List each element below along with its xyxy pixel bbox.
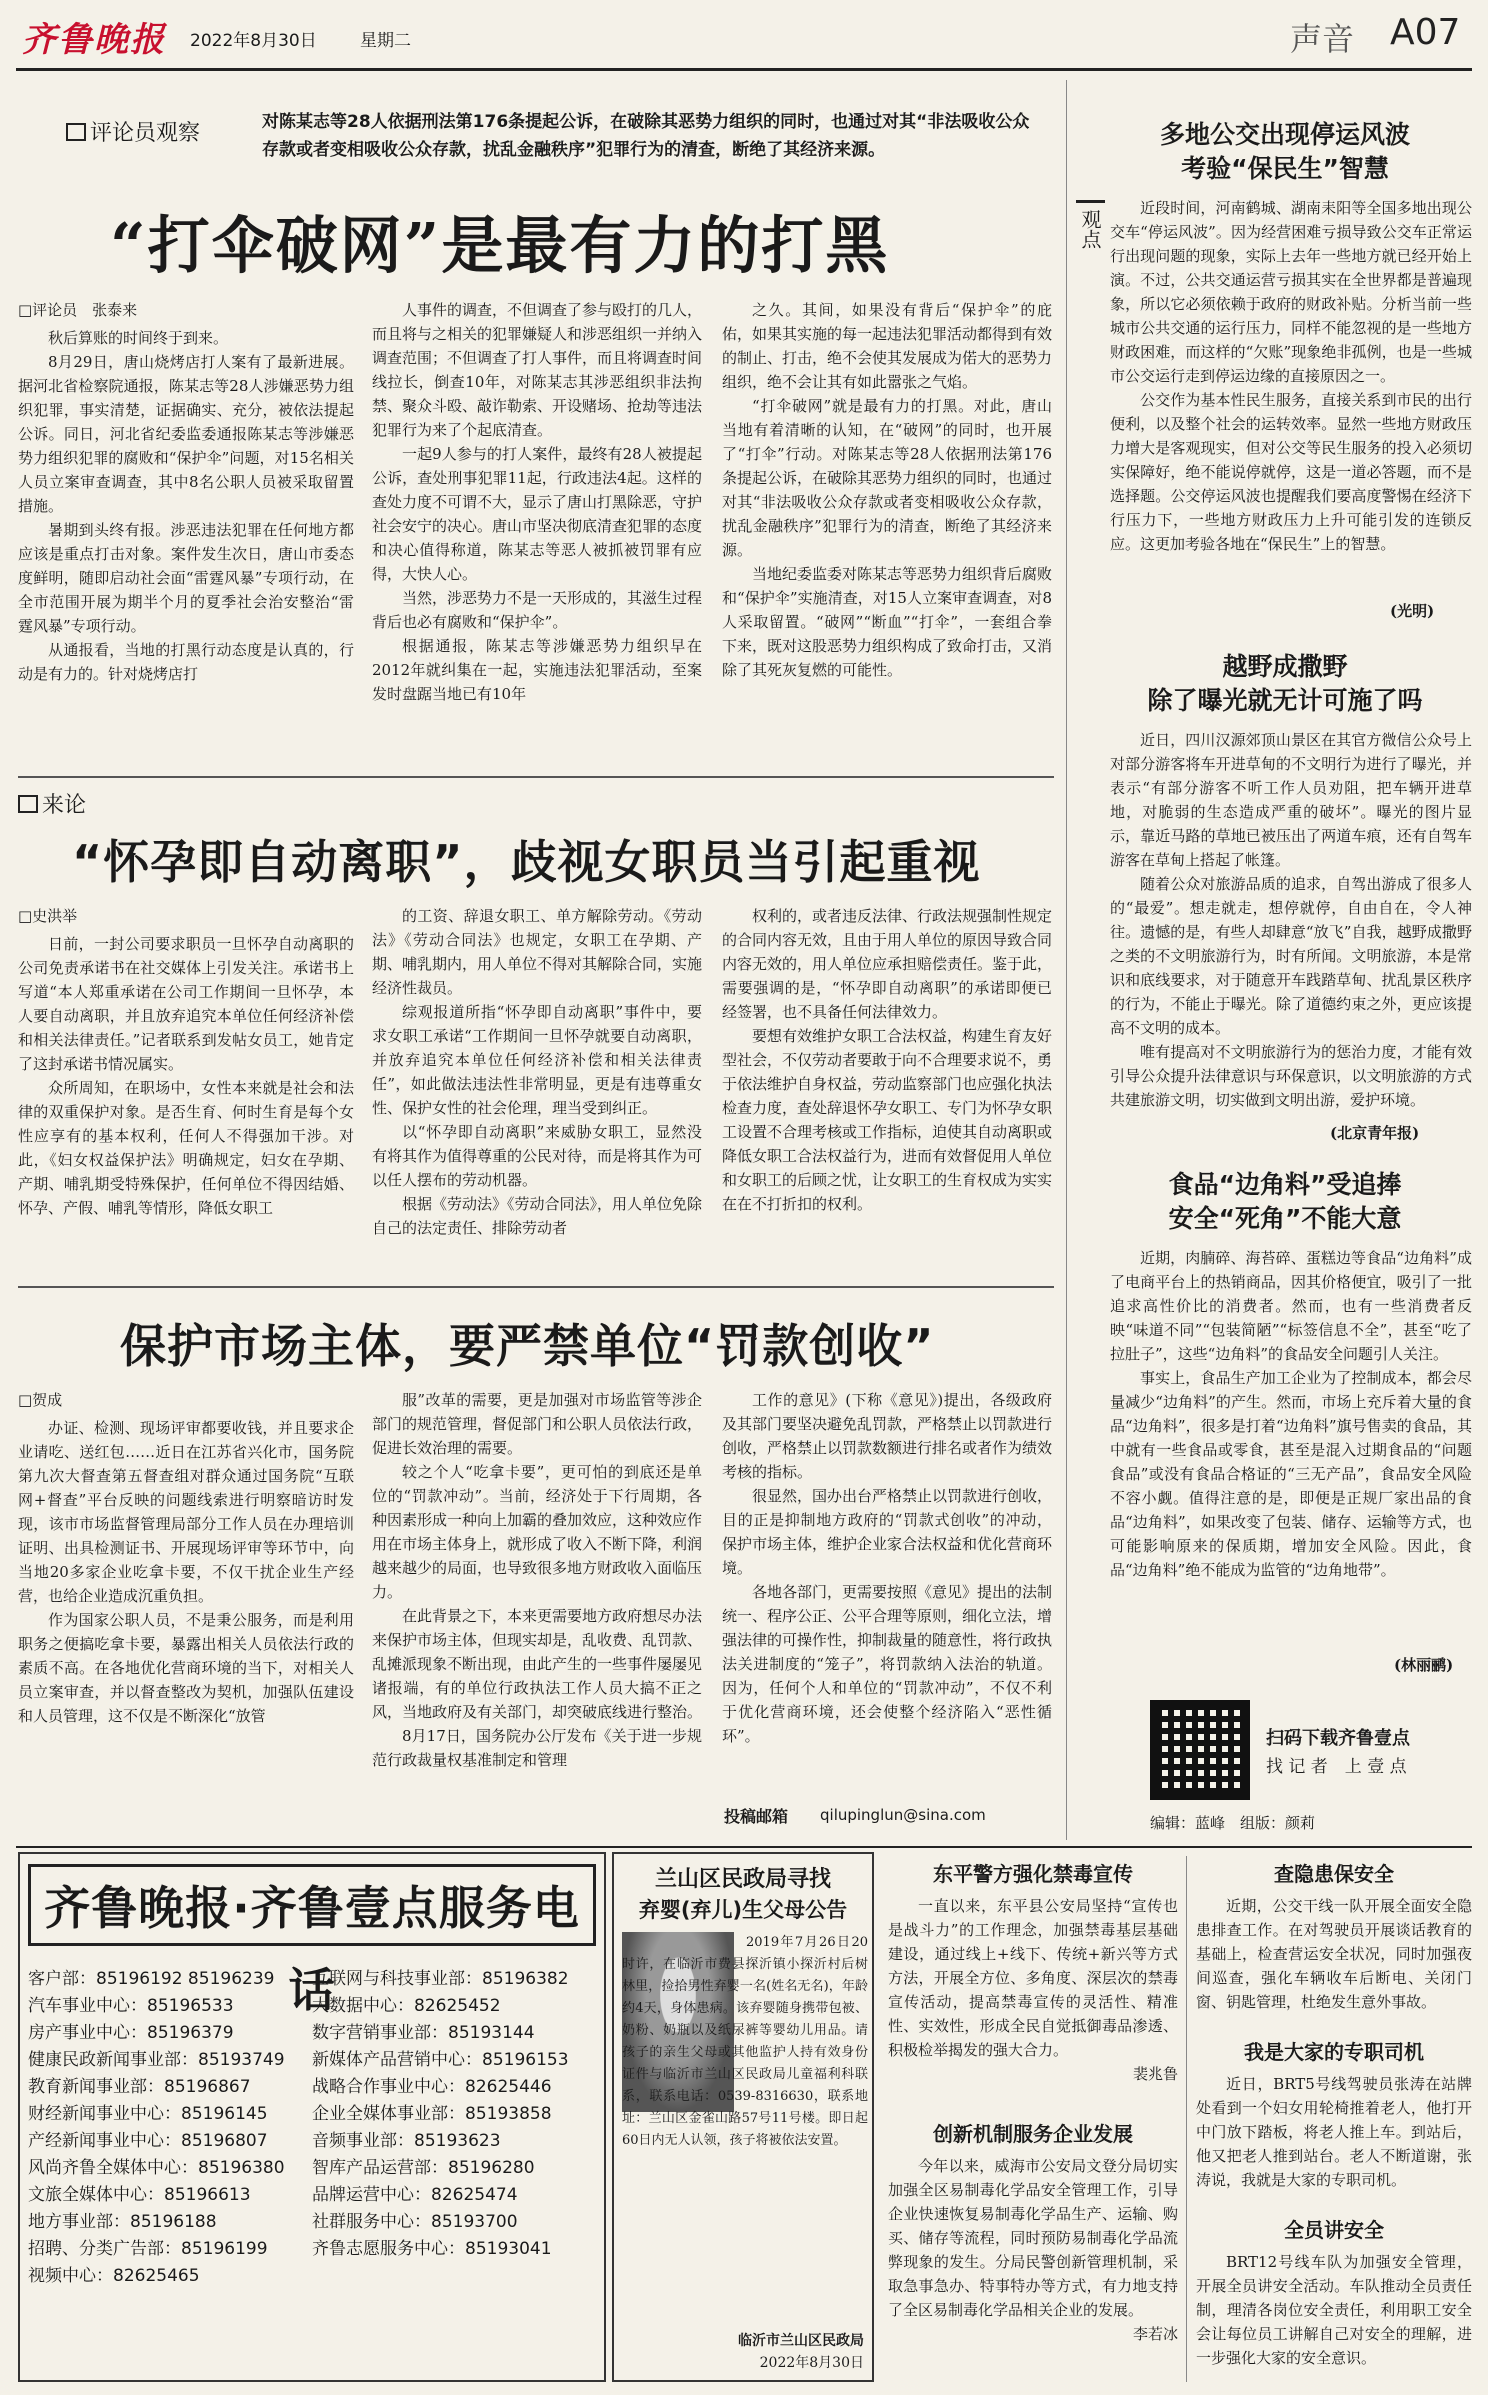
sidebar-a2-title-line2: 除了曝光就无计可施了吗 (1147, 686, 1423, 715)
phone-entry: 智库产品运营部：85196280 (312, 2158, 535, 2178)
brief-2-author: 李若冰 (1132, 2325, 1178, 2343)
divider (18, 776, 1054, 778)
qr-code-icon[interactable] (1150, 1700, 1250, 1800)
bottom-rule (16, 1846, 1472, 1848)
paragraph: 众所周知，在职场中，女性本来就是社会和法律的双重保护对象。是否生育、何时生育是每个女性应享有的基本权利，任何人不得强加干涉。对此，《妇女权益保护法》明确规定，妇女在孕期、产期、哺乳期受特殊保护，任何单位不得因结婚、怀孕、产假、哺乳等情形，降低女职工 (18, 1079, 354, 1217)
paragraph: 唯有提高对不文明旅游行为的惩治力度，才能有效引导公众提升法律意识与环保意识，以文明旅游的方式共建旅游文明，切实做到文明出游，爱护环境。 (1110, 1043, 1472, 1109)
paragraph: 要想有效维护女职工合法权益，构建生育友好型社会，不仅劳动者要敢于向不合理要求说不，勇于依法维护自身权益，劳动监察部门也应强化执法检查力度，查处辞退怀孕女职工、专门为怀孕女职工设置不合理考核或工作指标，迫使其自动离职或降低女职工合法权益行为，进而有效督促用人单位和女职工的后顾之忧，让女职工的生育权成为实实在在不打折扣的权利。 (722, 1027, 1052, 1213)
phone-entry: 地方事业部：85196188 (28, 2212, 217, 2232)
paragraph: 暑期到头终有报。涉恶违法犯罪在任何地方都应该是重点打击对象。案件发生次日，唐山市委态度鲜明，随即启动社会面“雷霆风暴”专项行动，在全市范围开展为期半个月的夏季社会治安整治“雷霆风暴”专项行动。 (18, 521, 354, 635)
phone-entry: 企业全媒体事业部：85193858 (312, 2104, 552, 2124)
phone-entry: 健康民政新闻事业部：85193749 (28, 2050, 285, 2070)
phone-entry: 战略合作事业中心：82625446 (312, 2077, 552, 2097)
phone-entry: 音频事业部：85193623 (312, 2131, 501, 2151)
notice-date: 2022年8月30日 (759, 2355, 864, 2371)
notice-signer: 临沂市兰山区民政局 (738, 2333, 864, 2349)
divider (1186, 1856, 1187, 2382)
paragraph: 近期，肉腩碎、海苔碎、蛋糕边等食品“边角料”成了电商平台上的热销商品，因其价格便宜，吸引了一批追求高性价比的消费者。然而，也有一些消费者反映“味道不同”“包装简陋”“标签信息不全”，甚至“吃了拉肚子”，这些“边角料”的食品安全问题引人关注。 (1110, 1249, 1472, 1363)
service-phones-title: 齐鲁晚报·齐鲁壹点服务电话 (28, 1864, 596, 1946)
issue-weekday: 星期二 (360, 31, 411, 51)
paragraph: 从通报看，当地的打黑行动态度是认真的，行动是有力的。针对烧烤店打 (18, 641, 354, 683)
paragraph: 随着公众对旅游品质的追求，自驾出游成了很多人的“最爱”。想走就走，想停就停，自由自在，令人神往。遗憾的是，有些人却肆意“放飞”自我，越野成撒野之类的不文明旅游行为，时有所闻。文明旅游，本是常识和底线要求，对于随意开车践踏草甸、扰乱景区秩序的行为，不能止于曝光。除了道德约束之外，更应该提高不文明的成本。 (1110, 875, 1472, 1037)
paragraph: 工作的意见》(下称《意见》)提出，各级政府及其部门要坚决避免乱罚款，严格禁止以罚款进行创收，严格禁止以罚款数额进行排名或者作为绩效考核的指标。 (722, 1391, 1052, 1481)
phone-entry: 文旅全媒体中心：85196613 (28, 2185, 251, 2205)
low-headline: 保护市场主体，要严禁单位“罚款创收” (120, 1319, 935, 1373)
paragraph: 服”改革的需要，更是加强对市场监管等涉企部门的规范管理，督促部门和公职人员依法行政，促进长效治理的需要。 (372, 1391, 702, 1457)
brief-5-body: BRT12号线车队为加强安全管理，开展全员讲安全活动。车队推动全员责任制，理清各岗位安全责任，利用职工安全会让每位员工讲解自己对安全的理解，进一步强化大家的安全意识。 (1196, 2253, 1472, 2367)
section-name: 声音 (1290, 20, 1355, 58)
phone-entry: 房产事业中心：85196379 (28, 2023, 234, 2043)
sidebar-a1-source: (光明) (1390, 602, 1435, 620)
phone-entry: 汽车事业中心：85196533 (28, 1996, 234, 2016)
sidebar-a2-title-line1: 越野成撒野 (1222, 652, 1348, 681)
notice-title-1: 兰山区民政局寻找 (654, 1867, 831, 1892)
phone-entry: 视频中心：82625465 (28, 2266, 200, 2286)
phone-entry: 大数据中心：82625452 (312, 1996, 501, 2016)
paragraph: 权利的，或者违反法律、行政法规强制性规定的合同内容无效，且由于用人单位的原因导致合同内容无效的，用人单位应承担赔偿责任。鉴于此，需要强调的是，“怀孕即自动离职”的承诺即便已经签署，也不具备任何法律效力。 (722, 907, 1052, 1021)
top-col-1 (18, 298, 354, 768)
sidebar-a3-source: (林丽鹂) (1394, 1656, 1454, 1674)
paragraph: “打伞破网”就是最有力的打黑。对此，唐山当地有着清晰的认知，在“破网”的同时，也开展了“打伞”行动。对陈某志等28人依据刑法第176条提起公诉，在破除其恶势力组织的同时，也通过对其“非法吸收公众存款或者变相吸收公众存款，扰乱金融秩序”犯罪行为的清查，断绝了其经济来源。 (722, 397, 1052, 559)
phone-entry: 招聘、分类广告部：85196199 (28, 2239, 268, 2259)
notice-title-2: 弃婴(弃儿)生父母公告 (638, 1898, 848, 1922)
sidebar-a1-title (1100, 118, 1470, 186)
phone-entry: 教育新闻事业部：85196867 (28, 2077, 251, 2097)
paragraph: 8月17日，国务院办公厅发布《关于进一步规范行政裁量权基准制定和管理 (372, 1727, 702, 1769)
paragraph: 秋后算账的时间终于到来。 (48, 329, 229, 347)
top-byline: □评论员 张泰来 (18, 301, 138, 319)
issue-date: 2022年8月30日 (190, 31, 317, 51)
phone-entry: 数字营销事业部：85193144 (312, 2023, 535, 2043)
paragraph: 公交作为基本性民生服务，直接关系到市民的出行便利，以及整个社会的运转效率。显然一些地方财政压力增大是客观现实，但对公交等民生服务的投入必须切实保障好，绝不能说停就停，这是一道必答题，而不是选择题。公交停运风波也提醒我们要高度警惕在经济下行压力下，一些地方财政压力上升可能引发的连锁反应。这更加考验各地在“保民生”上的智慧。 (1110, 391, 1472, 553)
sidebar-a3-title (1100, 1168, 1470, 1236)
tag-guest: 来论 (18, 788, 86, 819)
brief-4-title: 我是大家的专职司机 (1244, 2040, 1424, 2064)
brief-3-title: 查隐患保安全 (1274, 1862, 1394, 1886)
notice-body: 2019年7月26日20时许，在临沂市费县探沂镇小探沂村后树林里，捡拾男性弃婴一名(姓名无名)，年龄约4天，身体患病。该弃婴随身携带包被、奶粉、奶瓶以及纸尿裤等婴幼儿用品。请孩子的亲生父母或其他监护人持有效身份证件与临沂市兰山区民政局儿童福利科联系，联系电话：0539-8316630，联系地址：兰山区金雀山路57号11号楼。即日起60日内无人认领，孩子将被依法安置。 (622, 1935, 868, 2148)
brief-1-body: 一直以来，东平县公安局坚持“宣传也是战斗力”的工作理念，加强禁毒基层基础建设，通过线上+线下、传统+新兴等方式方法，开展全方位、多角度、深层次的禁毒宣传活动，提高禁毒宣传的灵活性、精准性、实效性，形成全民自觉抵御毒品渗透、积极检举揭发的强大合力。 (888, 1897, 1178, 2059)
phone-entry: 品牌运营中心：82625474 (312, 2185, 518, 2205)
sidebar-a2-body (1110, 728, 1472, 1168)
mid-col-3 (722, 904, 1052, 1278)
brief-2 (888, 2118, 1178, 2382)
sidebar-divider (1066, 80, 1067, 1840)
paragraph: 各地各部门，更需要按照《意见》提出的法制统一、程序公正、公平合理等原则，细化立法，增强法律的可操作性，抑制裁量的随意性，将行政执法关进制度的“笼子”，将罚款纳入法治的轨道。因为，任何个人和单位的“罚款冲动”，不仅不利于优化营商环境，还会使整个经济陷入“恶性循环”。 (722, 1583, 1052, 1745)
paragraph: 综观报道所指“怀孕即自动离职”事件中，要求女职工承诺“工作期间一旦怀孕就要自动离职，并放弃追究本单位任何经济补偿和相关法律责任”，如此做法违法性非常明显，更是有违尊重女性、保护女性的社会伦理，理当受到纠正。 (372, 1003, 702, 1117)
phone-entry: 财经新闻事业中心：85196145 (28, 2104, 268, 2124)
mid-byline: □史洪举 (18, 907, 78, 925)
paragraph: 作为国家公职人员，不是秉公服务，而是利用职务之便搞吃拿卡要，暴露出相关人员依法行政的素质不高。在各地优化营商环境的当下，对相关人员立案审查，并以督查整改为契机，加强队伍建设和人员管理，这不仅是不断深化“放管 (18, 1611, 354, 1725)
low-col-1 (18, 1388, 354, 1838)
submission-email[interactable]: qilupinglun@sina.com (820, 1806, 986, 1824)
phones-left-list (28, 1966, 285, 2290)
phone-entry: 齐鲁志愿服务中心：85193041 (312, 2239, 552, 2259)
top-col-2 (372, 298, 702, 768)
qr-caption-1: 扫码下载齐鲁壹点 (1266, 1728, 1410, 1749)
sidebar-a2-source: (北京青年报) (1330, 1124, 1420, 1142)
paragraph: 较之个人“吃拿卡要”，更可怕的到底还是单位的“罚款冲动”。当前，经济处于下行周期，各种因素形成一种向上加霸的叠加效应，这种效应作用在市场主体身上，就形成了收入不断下降，利润越来越少的局面，也导致很多地方财政收入面临压力。 (372, 1463, 702, 1601)
paragraph: 当地纪委监委对陈某志等恶势力组织背后腐败和“保护伞”实施清查，对15人立案审查调查，对8人采取留置。“破网”“断血”“打伞”，一套组合拳下来，既对这股恶势力组织构成了致命打击，又消除了其死灰复燃的可能性。 (722, 565, 1052, 679)
paragraph: 当然，涉恶势力不是一天形成的，其滋生过程背后也必有腐败和“保护伞”。 (372, 589, 702, 631)
paragraph: 近日，四川汉源郊顶山景区在其官方微信公众号上对部分游客将车开进草甸的不文明行为进行了曝光，并表示“有部分游客不听工作人员劝阻，把车辆开进草地，对脆弱的生态造成严重的破坏”。曝光的图片显示，靠近马路的草地已被压出了两道车痕，还有自驾车游客在草甸上搭起了帐篷。 (1110, 731, 1472, 869)
low-col-2 (372, 1388, 702, 1838)
brief-1 (888, 1858, 1178, 2108)
paragraph: 的工资、辞退女职工、单方解除劳动。《劳动法》《劳动合同法》也规定，女职工在孕期、产期、哺乳期内，用人单位不得对其解除合同，实施经济性裁员。 (372, 907, 702, 997)
low-byline: □贺成 (18, 1391, 63, 1409)
top-summary: 对陈某志等28人依据刑法第176条提起公诉，在破除其恶势力组织的同时，也通过对其“非法吸收公众存款或者变相吸收公众存款，扰乱金融秩序”犯罪行为的清查，断绝了其经济来源。 (262, 112, 1030, 160)
low-col-3 (722, 1388, 1052, 1798)
phone-entry: 互联网与科技事业部：85196382 (312, 1969, 569, 1989)
paragraph: 之久。其间，如果没有背后“保护伞”的庇佑，如果其实施的每一起违法犯罪活动都得到有效的制止、打击，绝不会使其发展成为偌大的恶势力组织，绝不会让其有如此嚣张之气焰。 (722, 301, 1052, 391)
brief-1-author: 裴兆鲁 (1132, 2065, 1178, 2083)
sidebar-a2-title (1100, 650, 1470, 718)
brief-4-body: 近日，BRT5号线驾驶员张涛在站牌处看到一个妇女用轮椅推着老人，他打开中门放下踏板，将老人推上车。到站后，他又把老人推到站台。老人不断道谢，张涛说，我就是大家的专职司机。 (1196, 2075, 1472, 2189)
brief-4 (1196, 2036, 1472, 2206)
phone-entry: 客户部：85196192 85196239 (28, 1969, 275, 1989)
paragraph: 办证、检测、现场评审都要收钱，并且要求企业请吃、送红包……近日在江苏省兴化市，国务院第九次大督查第五督查组对群众通过国务院“互联网+督查”平台反映的问题线索进行明察暗访时发现，该市市场监督管理局部分工作人员在办理培训证明、出具检测证书、开展现场评审等环节中，向当地20多家企业吃拿卡要，不仅干扰企业生产经营，也给企业造成沉重负担。 (18, 1419, 354, 1605)
brief-5-title: 全员讲安全 (1284, 2218, 1384, 2242)
divider (18, 1286, 1054, 1288)
phone-entry: 产经新闻事业中心：85196807 (28, 2131, 268, 2151)
sidebar-a3-title-line1: 食品“边角料”受追捧 (1168, 1170, 1402, 1199)
phone-entry: 新媒体产品营销中心：85196153 (312, 2050, 569, 2070)
masthead (0, 0, 1488, 70)
sidebar-a3-title-line2: 安全“死角”不能大意 (1168, 1204, 1402, 1233)
paragraph: 根据《劳动法》《劳动合同法》，用人单位免除自己的法定责任、排除劳动者 (372, 1195, 702, 1237)
paragraph: 很显然，国办出台严格禁止以罚款进行创收，目的正是抑制地方政府的“罚款式创收”的冲动，保护市场主体，维护企业家合法权益和优化营商环境。 (722, 1487, 1052, 1577)
paragraph: 日前，一封公司要求职员一旦怀孕自动离职的公司免责承诺书在社交媒体上引发关注。承诺书上写道“本人郑重承诺在公司工作期间一旦怀孕，本人要自动离职，并且放弃追究本单位任何经济补偿和相关法律责任。”记者联系到发帖女员工，她肯定了这封承诺书情况属实。 (18, 935, 354, 1073)
masthead-rule (16, 68, 1472, 71)
brief-5 (1196, 2214, 1472, 2382)
paragraph: 在此背景之下，本来更需要地方政府想尽办法来保护市场主体，但现实却是，乱收费、乱罚款、乱摊派现象不断出现，由此产生的一些事件屡屡见诸报端，有的单位行政执法工作人员大搞不正之风，当地政府及有关部门，却突破底线进行整治。 (372, 1607, 702, 1721)
paragraph: 一起9人参与的打人案件，最终有28人被提起公诉，查处刑事犯罪11起，行政违法4起。这样的查处力度不可谓不大，显示了唐山打黑除恶，守护社会安宁的决心。唐山市坚决彻底清查犯罪的态度和决心值得称道，陈某志等恶人被抓被罚罪有应得，大快人心。 (372, 445, 702, 583)
editor-credit: 编辑：蓝峰 组版：颜莉 (1150, 1814, 1316, 1832)
paragraph: 根据通报，陈某志等涉嫌恶势力组织早在2012年就纠集在一起，实施违法犯罪活动，至案发时盘踞当地已有10年 (372, 637, 702, 703)
sidebar-a1-body (1110, 196, 1472, 636)
brief-3-body: 近期，公交干线一队开展全面安全隐患排查工作。在对驾驶员开展谈话教育的基础上，检查营运安全状况，同时加强夜间巡查，强化车辆收车后断电、关闭门窗、钥匙管理，杜绝发生意外事故。 (1196, 1897, 1472, 2011)
tag-commentator: 评论员观察 (66, 116, 200, 147)
tag-viewpoint: 观点 (1076, 200, 1105, 249)
paragraph: 以“怀孕即自动离职”来威胁女职工，显然没有将其作为值得尊重的公民对待，而是将其作为可以任人摆布的劳动机器。 (372, 1123, 702, 1189)
abandoned-infant-notice (612, 1852, 874, 2382)
mid-headline: “怀孕即自动离职”，歧视女职员当引起重视 (72, 835, 981, 889)
paragraph: 近段时间，河南鹤城、湖南耒阳等全国多地出现公交车“停运风波”。因为经营困难亏损导致公交车正常运行出现问题的现象，实际上去年一些地方就已经开始上演。不过，公共交通运营亏损其实在全世界都是普遍现象，所以它必须依赖于政府的财政补贴。分析当前一些城市公共交通的运行压力，同样不能忽视的是一些地方财政困难，而这样的“欠账”现象绝非孤例，也是一些城市公交运行走到停运边缘的直接原因之一。 (1110, 199, 1472, 385)
phone-entry: 社群服务中心：85193700 (312, 2212, 518, 2232)
qr-caption-2: 找 记 者 上 壹 点 (1266, 1757, 1407, 1777)
email-label: 投稿邮箱 (724, 1807, 789, 1826)
service-phones-box (18, 1852, 606, 2382)
phones-right-list (312, 1966, 569, 2263)
phone-entry: 风尚齐鲁全媒体中心：85196380 (28, 2158, 285, 2178)
brief-3 (1196, 1858, 1472, 2028)
brief-2-body: 今年以来，威海市公安局文登分局切实加强全区易制毒化学品安全管理工作，引导企业快速恢复易制毒化学品生产、运输、购买、储存等流程，同时预防易制毒化学品流弊现象的发生。分局民警创新管理机制，采取急事急办、特事特办等方式，有力地支持了全区易制毒化学品相关企业的发展。 (888, 2157, 1178, 2319)
paragraph: 8月29日，唐山烧烤店打人案有了最新进展。据河北省检察院通报，陈某志等28人涉嫌恶势力组织犯罪，事实清楚，证据确实、充分，被依法提起公诉。同日，河北省纪委监委通报陈某志等涉嫌恶势力组织犯罪的腐败和“保护伞”问题，对15名相关人员立案审查调查，其中8名公职人员被采取留置措施。 (18, 353, 354, 515)
page-number: A07 (1390, 12, 1461, 53)
brief-2-title: 创新机制服务企业发展 (933, 2122, 1133, 2146)
top-headline: “打伞破网”是最有力的打黑 (110, 209, 890, 282)
paragraph: 事实上，食品生产加工企业为了控制成本，都会尽量减少“边角料”的产生。然而，市场上充斥着大量的食品“边角料”，很多是打着“边角料”旗号售卖的食品，其中就有一些食品或零食，甚至是混入过期食品的“问题食品”或没有食品合格证的“三无产品”，食品安全风险不容小觑。值得注意的是，即便是正规厂家出品的食品“边角料”，如果改变了包装、储存、运输等方式，也可能影响原来的保质期，增加安全风险。因此，食品“边角料”绝不能成为监管的“边角地带”。 (1110, 1369, 1472, 1579)
mid-col-2 (372, 904, 702, 1278)
sidebar-a1-title-line2: 考验“保民生”智慧 (1181, 154, 1389, 183)
newspaper-logo: 齐鲁晚报 (22, 20, 166, 60)
mid-col-1 (18, 904, 354, 1278)
paragraph: 人事件的调查，不但调查了参与殴打的几人，而且将与之相关的犯罪嫌疑人和涉恶组织一并纳入调查范围；不但调查了打人事件，而且将调查时间线拉长，倒查10年，对陈某志其涉恶组织非法拘禁、聚众斗殴、敲诈勒索、开设赌场、抢劫等违法犯罪行为来了个起底清查。 (372, 301, 702, 439)
sidebar-a1-title-line1: 多地公交出现停运风波 (1159, 120, 1410, 149)
top-col-3 (722, 298, 1052, 768)
sidebar-a3-body (1110, 1246, 1472, 1666)
brief-1-title: 东平警方强化禁毒宣传 (933, 1862, 1133, 1886)
